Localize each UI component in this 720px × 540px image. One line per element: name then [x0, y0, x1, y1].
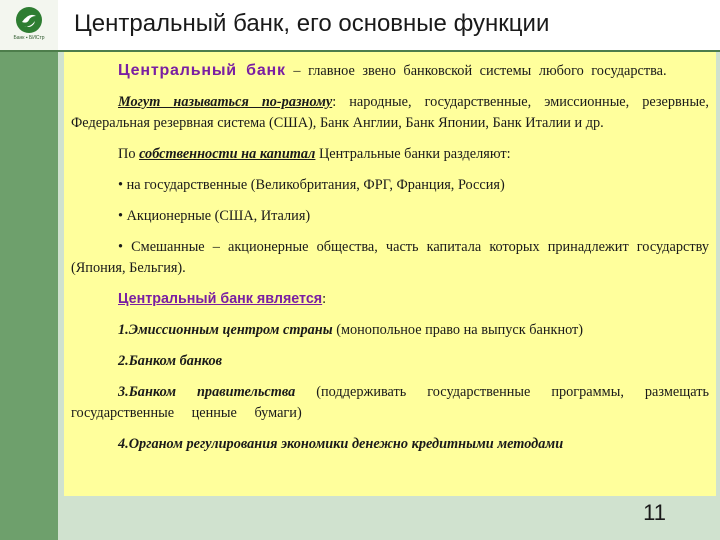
function-title: 4.Органом регулирования экономики денежно кредитными методами [118, 436, 564, 452]
content-panel [64, 52, 716, 496]
logo [0, 0, 58, 52]
function-text: (поддерживать государственные программы, размещать государственные ценные бумаги) [71, 384, 709, 421]
definition-text: – главное звено банковской системы любого государства. [285, 63, 667, 79]
function-item [71, 320, 709, 341]
ownership-prefix: По [118, 146, 140, 162]
list-item: • Акционерные (США, Италия) [118, 208, 311, 224]
function-item [71, 434, 709, 455]
names-paragraph [71, 92, 709, 134]
function-item [71, 382, 709, 424]
function-item [71, 351, 709, 372]
is-heading-suffix: : [322, 291, 327, 307]
page-number: 11 [643, 500, 666, 525]
names-text: : народные, государственные, эмиссионные, резервные, Федеральная резервная система (США), Банк Англии, Банк Японии, Банк Италии и др. [71, 94, 709, 131]
function-text: (монопольное право на выпуск банкнот) [332, 322, 584, 338]
function-title: 2.Банком банков [118, 353, 223, 369]
is-heading-paragraph [71, 289, 709, 310]
page-title: Центральный банк, его основные функции [74, 10, 550, 37]
names-label: Могут называться по-разному [118, 94, 333, 110]
ownership-suffix: Центральные банки разделяют: [315, 146, 511, 162]
list-item: • на государственные (Великобритания, ФРГ, Франция, Россия) [118, 177, 505, 193]
list-item: • Смешанные – акционерные общества, часть капитала которых принадлежит государству (Япония, Бельгия). [71, 239, 709, 276]
ownership-label: собственности на капитал [139, 146, 316, 162]
definition-paragraph [71, 60, 709, 82]
definition-term: Центральный банк [118, 62, 286, 79]
function-title: 3.Банком правительства [118, 384, 296, 400]
is-heading-label: Центральный банк является [118, 291, 323, 307]
ownership-paragraph [71, 144, 709, 165]
logo-caption: Банк ▪ БИСтр [13, 35, 45, 41]
left-sidebar-band [0, 0, 58, 540]
function-title: 1.Эмиссионным центром страны [118, 322, 333, 338]
sberbank-logo-icon [15, 6, 43, 34]
